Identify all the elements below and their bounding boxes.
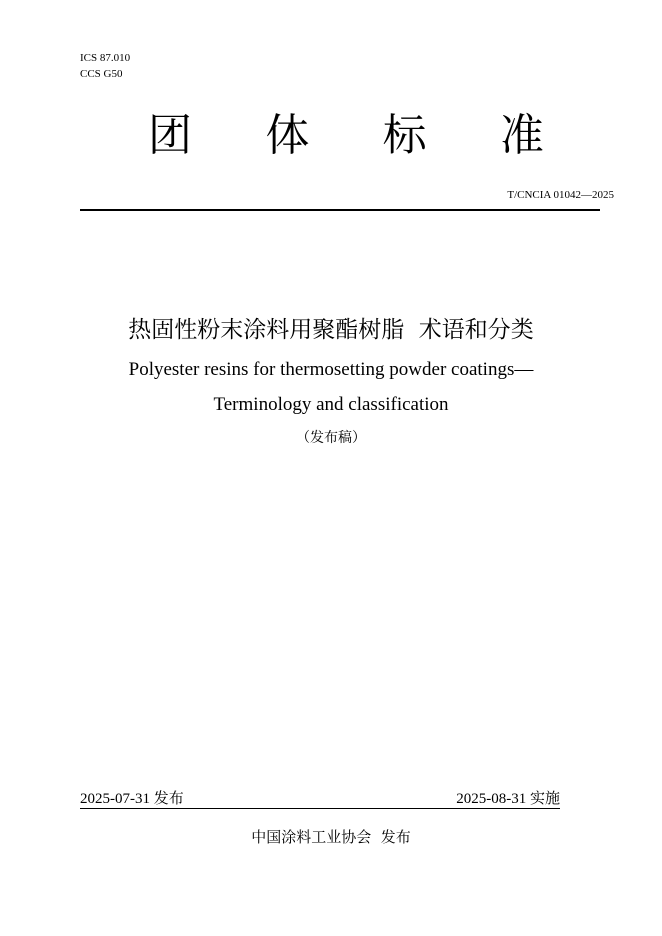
date-underline (80, 808, 560, 809)
implementation-date: 2025-08-31 实施 (456, 791, 560, 807)
draft-status: （发布稿） (296, 430, 366, 446)
standard-type-char: 体 (265, 110, 310, 161)
issue-date: 2025-07-31 发布 (80, 791, 184, 807)
english-title-line-1: Polyester resins for thermosetting powder coatings— (128, 359, 534, 380)
standard-type-heading (80, 108, 600, 164)
publisher: 中国涂料工业协会 发布 (251, 828, 411, 846)
date-row (80, 789, 560, 809)
ics-code: ICS 87.010 (80, 52, 131, 64)
standard-type-char: 标 (382, 110, 427, 161)
classification-codes (80, 50, 130, 82)
standard-number: T/CNCIA 01042—2025 (507, 189, 614, 201)
chinese-title: 热固性粉末涂料用聚酯树脂 术语和分类 (128, 317, 534, 343)
header-divider (80, 209, 600, 211)
english-title-line-2: Terminology and classification (213, 394, 449, 415)
ccs-code: CCS G50 (80, 68, 123, 80)
standard-type-char: 准 (499, 110, 544, 161)
standard-type-char: 团 (148, 110, 192, 161)
